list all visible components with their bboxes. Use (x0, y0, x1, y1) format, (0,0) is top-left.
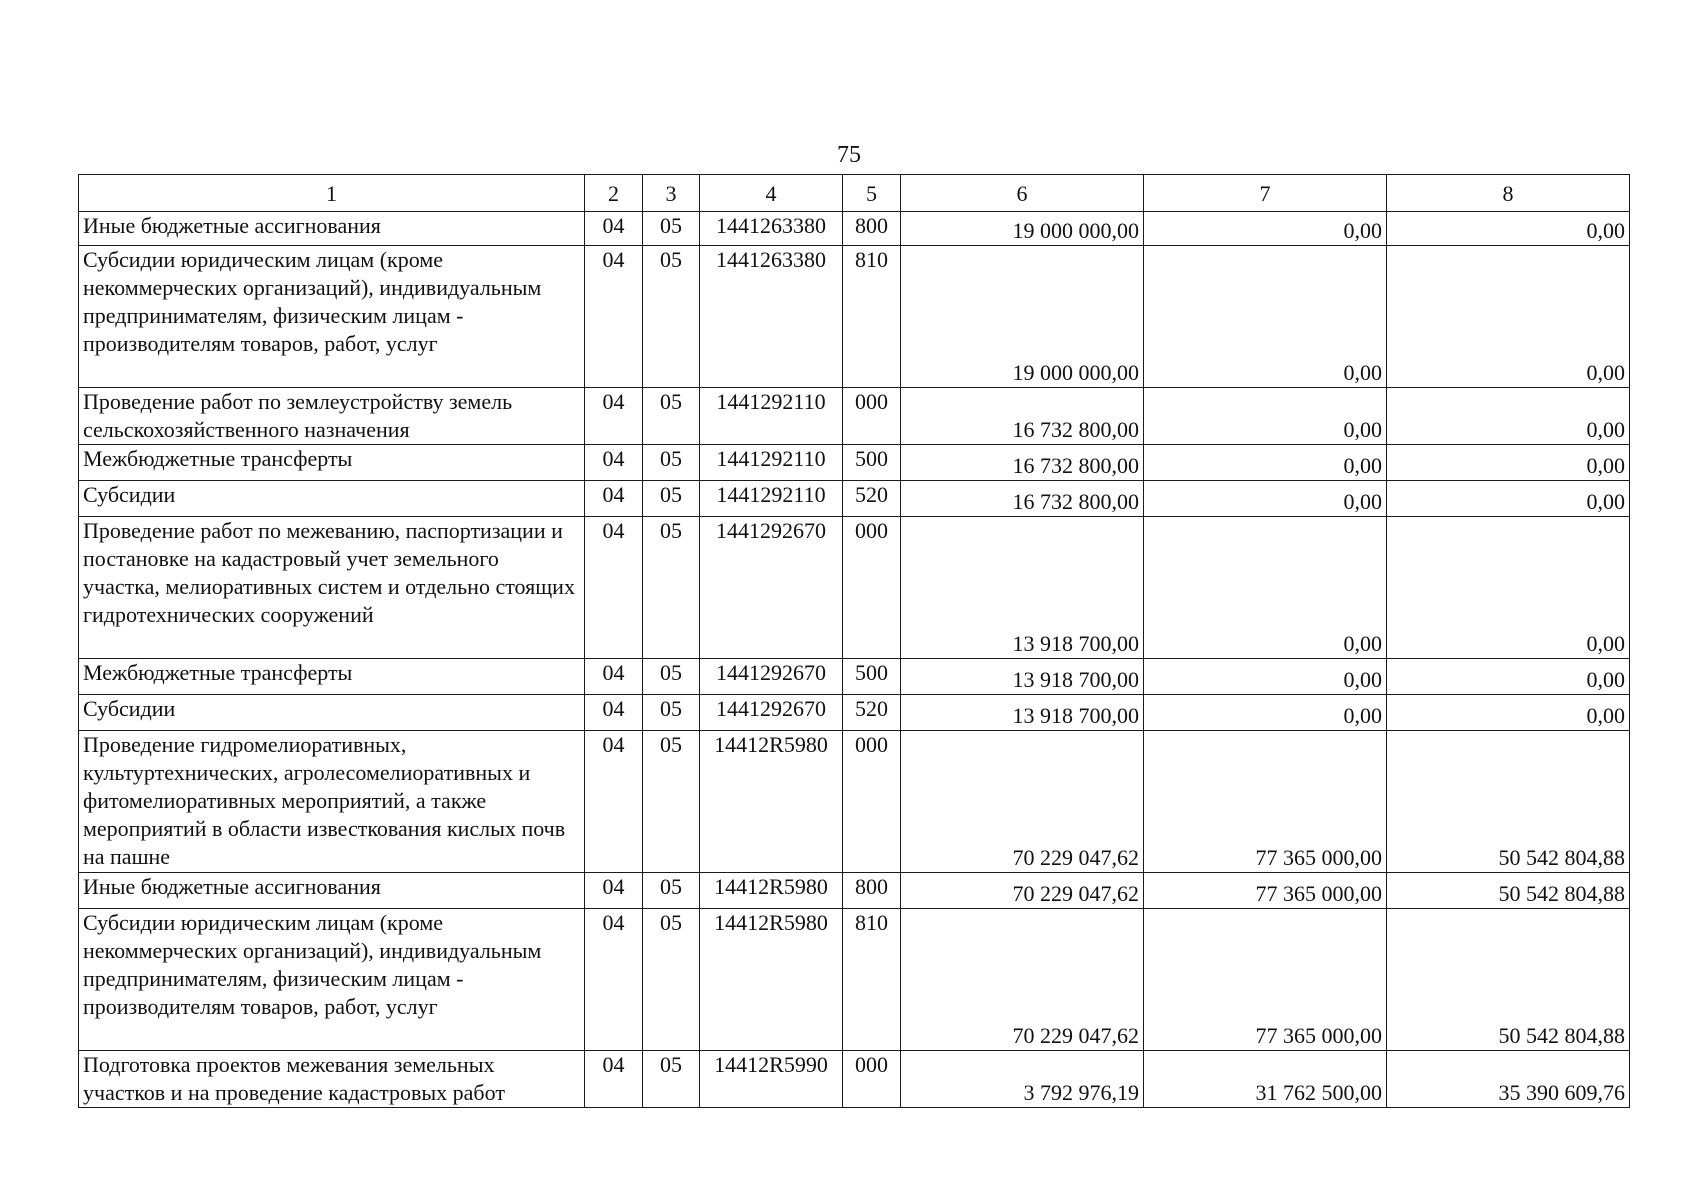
row-description: Субсидии (79, 695, 585, 731)
expense-type-code: 000 (843, 1051, 901, 1108)
row-description: Проведение работ по землеустройству земель сельскохозяйственного назначения (79, 388, 585, 445)
target-article-code: 1441292670 (700, 695, 843, 731)
column-header: 7 (1144, 175, 1387, 212)
expense-type-code: 800 (843, 873, 901, 909)
table-row (79, 517, 1630, 659)
target-article-code: 14412R5990 (700, 1051, 843, 1108)
amount-col-6: 16 732 800,00 (901, 445, 1144, 481)
row-description: Межбюджетные трансферты (79, 659, 585, 695)
target-article-code: 1441292110 (700, 388, 843, 445)
page-number: 75 (837, 142, 861, 168)
column-header: 3 (643, 175, 700, 212)
table-row (79, 731, 1630, 873)
section-code: 04 (585, 246, 643, 388)
amount-col-7: 31 762 500,00 (1144, 1051, 1387, 1108)
amount-col-8: 50 542 804,88 (1387, 873, 1630, 909)
column-header: 6 (901, 175, 1144, 212)
amount-col-8: 0,00 (1387, 659, 1630, 695)
table-row (79, 695, 1630, 731)
expense-type-code: 500 (843, 659, 901, 695)
table-row (79, 388, 1630, 445)
expense-type-code: 000 (843, 388, 901, 445)
amount-col-8: 0,00 (1387, 481, 1630, 517)
amount-col-8: 0,00 (1387, 212, 1630, 246)
target-article-code: 14412R5980 (700, 731, 843, 873)
amount-col-7: 77 365 000,00 (1144, 909, 1387, 1051)
expense-type-code: 000 (843, 731, 901, 873)
column-header: 8 (1387, 175, 1630, 212)
expense-type-code: 500 (843, 445, 901, 481)
amount-col-8: 0,00 (1387, 517, 1630, 659)
section-code: 04 (585, 659, 643, 695)
amount-col-6: 16 732 800,00 (901, 388, 1144, 445)
subsection-code: 05 (643, 659, 700, 695)
row-description: Иные бюджетные ассигнования (79, 212, 585, 246)
target-article-code: 1441292670 (700, 659, 843, 695)
row-description: Подготовка проектов межевания земельных участков и на проведение кадастровых работ (79, 1051, 585, 1108)
amount-col-7: 0,00 (1144, 388, 1387, 445)
column-header: 2 (585, 175, 643, 212)
expense-type-code: 810 (843, 909, 901, 1051)
amount-col-8: 0,00 (1387, 445, 1630, 481)
amount-col-6: 13 918 700,00 (901, 659, 1144, 695)
row-description: Межбюджетные трансферты (79, 445, 585, 481)
expense-type-code: 800 (843, 212, 901, 246)
table-row (79, 481, 1630, 517)
target-article-code: 1441292110 (700, 445, 843, 481)
expense-type-code: 520 (843, 481, 901, 517)
section-code: 04 (585, 731, 643, 873)
subsection-code: 05 (643, 445, 700, 481)
expense-type-code: 520 (843, 695, 901, 731)
row-description: Субсидии юридическим лицам (кроме некоммерческих организаций), индивидуальным предпринимателям, физическим лицам - производителям товаров, работ, услуг (79, 909, 585, 1051)
amount-col-6: 16 732 800,00 (901, 481, 1144, 517)
row-description: Проведение работ по межеванию, паспортизации и постановке на кадастровый учет земельного участка, мелиоративных систем и отдельно стоящих гидротехнических сооружений (79, 517, 585, 659)
subsection-code: 05 (643, 517, 700, 659)
target-article-code: 1441292110 (700, 481, 843, 517)
row-description: Субсидии юридическим лицам (кроме некоммерческих организаций), индивидуальным предпринимателям, физическим лицам - производителям товаров, работ, услуг (79, 246, 585, 388)
amount-col-6: 70 229 047,62 (901, 731, 1144, 873)
amount-col-7: 0,00 (1144, 695, 1387, 731)
row-description: Субсидии (79, 481, 585, 517)
subsection-code: 05 (643, 246, 700, 388)
table-row (79, 873, 1630, 909)
section-code: 04 (585, 517, 643, 659)
section-code: 04 (585, 212, 643, 246)
row-description: Иные бюджетные ассигнования (79, 873, 585, 909)
section-code: 04 (585, 481, 643, 517)
table-row (79, 909, 1630, 1051)
amount-col-7: 0,00 (1144, 517, 1387, 659)
amount-col-6: 3 792 976,19 (901, 1051, 1144, 1108)
amount-col-8: 0,00 (1387, 246, 1630, 388)
amount-col-7: 77 365 000,00 (1144, 873, 1387, 909)
column-header: 1 (79, 175, 585, 212)
amount-col-8: 35 390 609,76 (1387, 1051, 1630, 1108)
amount-col-8: 50 542 804,88 (1387, 909, 1630, 1051)
amount-col-6: 13 918 700,00 (901, 695, 1144, 731)
target-article-code: 1441292670 (700, 517, 843, 659)
row-description: Проведение гидромелиоративных, культуртехнических, агролесомелиоративных и фитомелиоративных мероприятий, а также мероприятий в области известкования кислых почв на пашне (79, 731, 585, 873)
amount-col-7: 0,00 (1144, 445, 1387, 481)
target-article-code: 1441263380 (700, 246, 843, 388)
section-code: 04 (585, 388, 643, 445)
subsection-code: 05 (643, 1051, 700, 1108)
section-code: 04 (585, 695, 643, 731)
subsection-code: 05 (643, 873, 700, 909)
expense-type-code: 810 (843, 246, 901, 388)
amount-col-6: 19 000 000,00 (901, 212, 1144, 246)
amount-col-8: 0,00 (1387, 695, 1630, 731)
amount-col-7: 0,00 (1144, 212, 1387, 246)
target-article-code: 14412R5980 (700, 909, 843, 1051)
section-code: 04 (585, 873, 643, 909)
section-code: 04 (585, 445, 643, 481)
amount-col-7: 0,00 (1144, 659, 1387, 695)
target-article-code: 14412R5980 (700, 873, 843, 909)
amount-col-8: 50 542 804,88 (1387, 731, 1630, 873)
table-row (79, 1051, 1630, 1108)
amount-col-6: 19 000 000,00 (901, 246, 1144, 388)
amount-col-6: 70 229 047,62 (901, 873, 1144, 909)
target-article-code: 1441263380 (700, 212, 843, 246)
section-code: 04 (585, 909, 643, 1051)
budget-table (78, 174, 1630, 1108)
table-row (79, 246, 1630, 388)
subsection-code: 05 (643, 388, 700, 445)
table-row (79, 212, 1630, 246)
table-row (79, 445, 1630, 481)
expense-type-code: 000 (843, 517, 901, 659)
table-row (79, 659, 1630, 695)
amount-col-6: 70 229 047,62 (901, 909, 1144, 1051)
amount-col-8: 0,00 (1387, 388, 1630, 445)
column-header: 5 (843, 175, 901, 212)
subsection-code: 05 (643, 212, 700, 246)
subsection-code: 05 (643, 481, 700, 517)
subsection-code: 05 (643, 731, 700, 873)
amount-col-7: 0,00 (1144, 481, 1387, 517)
column-header: 4 (700, 175, 843, 212)
section-code: 04 (585, 1051, 643, 1108)
amount-col-6: 13 918 700,00 (901, 517, 1144, 659)
subsection-code: 05 (643, 695, 700, 731)
amount-col-7: 77 365 000,00 (1144, 731, 1387, 873)
column-number-header-row (79, 175, 1630, 212)
subsection-code: 05 (643, 909, 700, 1051)
amount-col-7: 0,00 (1144, 246, 1387, 388)
